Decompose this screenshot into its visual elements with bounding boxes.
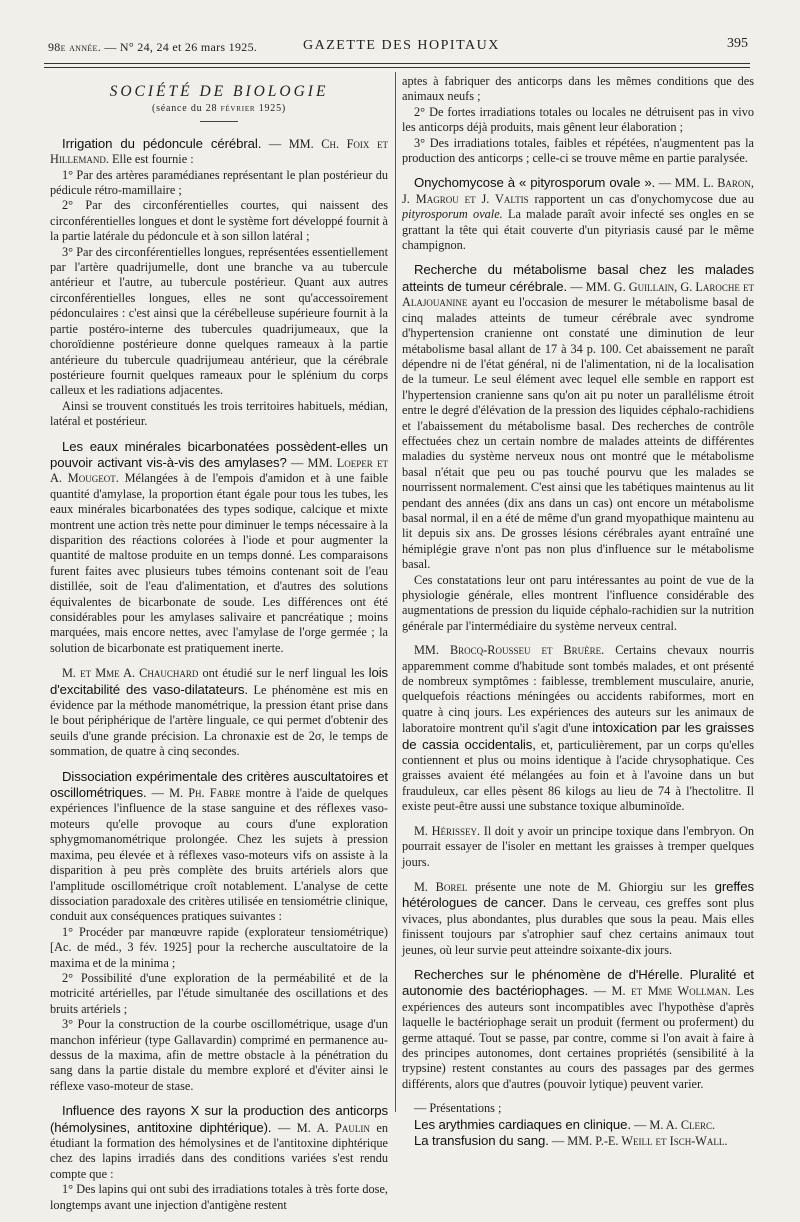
article-rayons-x-continued — [402, 74, 754, 166]
session-date — [50, 101, 388, 116]
page-header — [48, 36, 748, 60]
right-column — [402, 74, 754, 1158]
article-authors: — MM. Loeper et A. Mougeot. — [50, 455, 388, 486]
article-title: Influence des rayons X sur la production des anticorps (hémolysines, antitoxine diphtérique). — [50, 1103, 388, 1135]
article-authors: — MM. G. Guillain, G. Laroche et Alajouanine — [402, 279, 755, 310]
article-text: présente une note de M. Ghiorgiu sur les — [475, 879, 707, 894]
article-chevaux — [402, 643, 754, 814]
volume-label: 98e année. — [48, 40, 101, 54]
article-text: Les expériences des auteurs sont incompatibles avec l'hypothèse d'après laquelle le bactériophage serait un produit (ferment ou proferment) du germe attaqué. Tout se passe, par contre, comme si l'on avait à faire à des principes autonomes, dont certaines propriétés (sensibilité à la trypsine) restent constantes au cours des passages par des germes différents, alors que d'autres (pouvoir lytique) peuvent varier. — [402, 984, 754, 1091]
header-rule — [44, 63, 750, 64]
presentation-title: La transfusion du sang. — [414, 1133, 549, 1148]
article-vaso-dilatateurs — [50, 665, 388, 759]
session-prefix: (séance du — [151, 103, 203, 115]
article-title: Onychomycose à « pityrosporum ovale ». — [414, 175, 656, 191]
article-metabolisme — [402, 262, 754, 634]
issue-label: — N° 24, 24 et 26 mars 1925. — [104, 40, 258, 54]
list-item: 1° Procéder par manœuvre rapide (explorateur tensiométrique) [Ac. de méd., 3 fév. 1925] pour la recherche auscultatoire de la maxima et de la minima ; — [50, 924, 388, 970]
article-text: en étudiant la formation des hémolysines et de l'antitoxine diphtérique chez des lapins irradiés dans des conditions variées s'est rendu compte que : — [50, 1120, 388, 1181]
article-eaux-minerales — [50, 439, 388, 657]
session-date-value: 28 février 1925) — [205, 103, 287, 115]
article-authors: M. et Mme A. Chauchard — [62, 666, 199, 681]
article-title: Dissociation expérimentale des critères auscultatoires et oscillométriques. — [50, 768, 388, 801]
article-authors: — M. A. Paulin — [277, 1120, 370, 1135]
presentations — [402, 1101, 754, 1149]
article-text: La malade paraît avoir infecté ses ongles en se grattant la tête qui était couverte d'un pityriasis causé par le même champignon. — [402, 207, 754, 253]
list-item: 2° Par des circonférentielles courtes, qui naissent des circonférentielles longues et dont le système fort développé fournit à la partie latérale du pédoncule et à son sillon latéral ; — [50, 198, 388, 244]
article-title: Irrigation du pédoncule cérébral. — [62, 135, 262, 151]
list-item: Ainsi se trouvent constitués les trois territoires habituels, médian, latéral et postérieur. — [50, 398, 388, 429]
issue-info — [48, 40, 257, 55]
article-text: ont étudié sur le nerf lingual les — [202, 666, 365, 681]
article-authors: M. Hérissey. — [414, 823, 481, 838]
article-text: Elle est fournie : — [112, 152, 194, 167]
section-title: SOCIÉTÉ DE BIOLOGIE — [109, 83, 329, 100]
journal-title: GAZETTE DES HOPITAUX — [303, 38, 500, 53]
article-text: montre à l'aide de quelques expériences l'influence de la stase sanguine et des réflexes vaso-moteurs qu'elle provoque au cours d'une exploration sphygmomanométrique prolongée. Chez les sujets à pression maxima, peu élevée et à réflexes vaso-moteurs vifs on assiste à la disparition à peu près complète des bruits artériels alors que l'amplitude oscillométrique croît notablement. L'analyse de cette dissociation paradoxale des critères utilisée en tensiométrie clinique, conduit aux conséquences pratiques suivantes : — [50, 786, 388, 924]
header-rule-double — [44, 67, 750, 68]
article-title: intoxication par les graisses de cassia occidentalis, — [402, 720, 755, 752]
article-pedoncule — [50, 136, 388, 430]
article-rayons-x — [50, 1103, 388, 1213]
article-text: aptes à fabriquer des anticorps dans les mêmes conditions que des animaux neufs ; — [402, 74, 754, 104]
article-text: Mélangées à de l'empois d'amidon et à une faible quantité d'amylase, la proportion étant égale pour tous les tubes, les eaux minérales bicarbonatées des types sodique, calcique et mixte montrent une action très nette pour diminuer le temps nécessaire à la disparition des réactions colorées à l'iode et pour augmenter la quantité de maltose produite en un temps donné. Les comparaisons furent faites avec plusieurs tubes témoins contenant soit de l'eau distillée, soit de l'eau d'alimentation, et d'autres des solutions équivalentes de bicarbonate de soude. Les différences ont été considérables pour les amylases salivaire et pancréatique ; moins marquées, mais encore nettes, avec l'amylase de l'orge germée ; la solution de bicarbonate est pratiquement inerte. — [50, 471, 389, 655]
article-text: et, particulièrement, par un corps qu'elles contiennent et plus ou moins identique à l'acide chrysophatique. Ces graisses avaient été mélangées au foin et à l'avoine dans un but frauduleux, car elles pèsent 86 kilogs au lieu de 74 à l'hectolitre. Il existe peut-être aussi une substance toxique albuminoïde. — [402, 737, 754, 814]
presentations-label: — Présentations ; — [414, 1101, 502, 1116]
article-text: Il doit y avoir un principe toxique dans l'embryon. On pourrait essayer de l'isoler en mettant les graisses à tremper quelques jours. — [402, 823, 754, 869]
article-title: lois d'excitabilité des vaso-dilatateurs. — [50, 665, 389, 697]
column-divider — [395, 72, 396, 1112]
article-authors: M. Borel — [414, 879, 468, 894]
article-authors: — MM. L. Baron, J. Magrou et J. Valtis — [402, 176, 754, 206]
article-title: Les eaux minérales bicarbonatées possèdent-elles un pouvoir activant vis-à-vis des amylases? — [50, 438, 388, 470]
page-number: 395 — [727, 36, 748, 51]
article-text: Dans le cerveau, ces greffes sont plus vivaces, plus abondantes, plus durables que sous la peau. Mais elles finissent toujours par s'atrophier sauf chez certains animaux tout jeunes, où leur survie peut atteindre soixante-dix jours. — [402, 896, 754, 957]
article-authors: — M. Ph. Fabre — [151, 786, 241, 801]
presentation-authors: — MM. P.-E. Weill et Isch-Wall. — [551, 1134, 728, 1148]
article-bacteriophages — [402, 967, 754, 1092]
list-item: 1° Par des artères paramédianes représentant le plan postérieur du pédicule rétro-mamillaire ; — [50, 167, 388, 198]
list-item: 3° Pour la construction de la courbe oscillométrique, usage d'un manchon inférieur (type Gallavardin) comprimé en permanence au-dessus de la maxima, afin de mettre obstacle à la pénétration du sang dans la partie distale du membre exploré et d'éviter ainsi le réflexe vaso-moteur de stase. — [50, 1017, 388, 1093]
article-authors: — M. et Mme Wollman. — [593, 984, 731, 999]
article-title: Recherche du métabolisme basal chez les malades atteints de tumeur cérébrale. — [402, 262, 754, 294]
list-item: 3° Des irradiations totales, faibles et répétées, n'augmentent pas la production des anticorps ; celle-ci se trouve même en partie paralysée. — [402, 135, 754, 166]
article-dissociation — [50, 769, 388, 1095]
article-authors: MM. Brocq-Rousseu et Bruère. — [414, 643, 605, 658]
list-item: 3° Par des circonférentielles longues, représentées essentiellement par l'artère quadrijumelle, dont une branche va au tubercule antérieur et l'autre, au tubercule postérieur. Quant aux autres circonférentielles longues, elles ne sont qu'accessoirement pédonculaires : c'est ainsi que la cérébelleuse supérieure fournit à la partie postéro-interne des tubercules quadrijumeaux, que la choroïdienne postérieure donne quelques rameaux à la partie antérieure du tubercule quadrijumeau antérieur, que la cérébrale postérieure fournit quelques rameaux pour le splénium du corps calleux et les radiations adjacentes. — [50, 244, 388, 398]
article-title: greffes hétérologues de cancer. — [402, 878, 754, 911]
species-name: pityrosporum ovale. — [402, 207, 503, 222]
article-text: Le phénomène est mis en évidence par la méthode manométrique, la pression étant prise dans le bout périphérique de l'artère linguale, ce qui permet d'obtenir des seuils d'une grande précision. La chronaxie est de 2σ, le temps de sommation, de quatre à cinq secondes. — [50, 682, 389, 759]
presentation-authors: — M. A. Clerc. — [634, 1117, 716, 1132]
article-text: Certains chevaux nourris apparemment comme d'habitude sont tombés malades, et ont présenté de nombreux symptômes : faiblesse, tremblement musculaire, anurie, quelquefois réactions méningées ou accidents rabiformes, mort en quatre à cinq jours. Les expériences des auteurs sur les animaux de laboratoire montrent qu'il s'agit d'une — [402, 643, 754, 736]
article-authors: — MM. Ch. Foix et Hillemand. — [50, 136, 388, 167]
section-rule — [200, 121, 238, 122]
article-paragraph: Ces constatations leur ont paru intéressantes au point de vue de la physiologie générale, elles montrent l'influence considérable des augmentations de pression du liquide céphalo-rachidien sur la nutrition générale par l'intermédiaire du système nerveux central. — [402, 572, 754, 633]
list-item: 1° Des lapins qui ont subi des irradiations totales à très forte dose, longtemps avant une injection d'antigène restent — [50, 1182, 388, 1212]
article-text: ayant eu l'occasion de mesurer le métabolisme basal de cinq malades atteints de tumeur cérébrale avec syndrome d'hypertension cranienne ont constaté une diminution de leur métabolisme basal allant de 17 à 34 p. 100. Cet abaissement ne paraît dépendre ni de l'état général, ni de l'alimentation, ni de la localisation de la tumeur. Le seul élément avec lequel elle semble en rapport est l'hypertension cranienne sans qu'on ait pu noter un parallélisme étroit entre le degré d'élévation de la pression des liquides céphalo-rachidiens et l'abaissement du métabolisme basal. Des recherches de contrôle effectuées chez un certain nombre de malades atteints de différentes maladies du système nerveux nous ont montré que le métabolisme basal n'était que peu ou pas touché pourvu que les malades se nourrissent normalement. C'est ainsi que les tabétiques maintenus au lit pendant des années (dix ans dans un cas) ont encore un métabolisme basal normal, il en a été de même d'un grand myopathique maintenu au lit depuis six ans. De grosses lésions cérébrales ayant entraîné une hémiplégie grave n'ont pas non plus d'influence sur le métabolisme basal. — [402, 295, 754, 572]
left-column — [50, 74, 388, 1222]
presentation-title: Les arythmies cardiaques en clinique. — [414, 1116, 631, 1132]
list-item: 2° Possibilité d'une exploration de la perméabilité et de la motricité artérielles, par l'étude simultanée des oscillations et des bruits artériels ; — [50, 970, 388, 1016]
article-herissey — [402, 824, 754, 870]
article-title: Recherches sur le phénomène de d'Hérelle. Pluralité et autonomie des bactériophages. — [402, 966, 754, 999]
article-onychomycose — [402, 175, 754, 253]
article-text: rapportent un cas d'onychomycose due au — [534, 191, 754, 206]
article-greffes — [402, 879, 754, 958]
list-item: 2° De fortes irradiations totales ou locales ne détruisent pas in vivo les anticorps déjà produits, mais gênent leur élaboration ; — [402, 104, 754, 135]
